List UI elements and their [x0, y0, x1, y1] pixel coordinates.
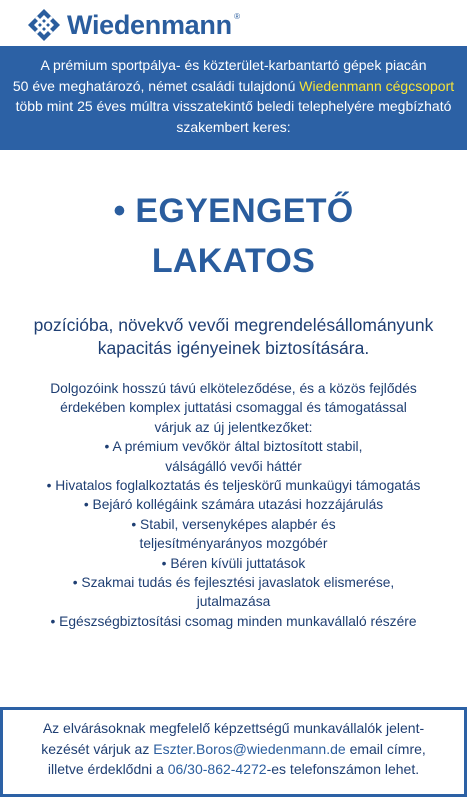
benefit-item: • Egészségbiztosítási csomag minden munkavállaló részére [50, 613, 417, 629]
contact-box [0, 707, 467, 797]
offer-intro-line: Dolgozóink hosszú távú elköteleződése, és a közös fejlődés [50, 381, 417, 396]
offer-intro-line: várjuk az új jelentkezőket: [154, 419, 313, 435]
benefit-item: • Stabil, versenyképes alapbér és [131, 516, 336, 532]
company-highlight: Wiedenmann cégcsoport [299, 77, 455, 94]
lead-text [0, 314, 467, 360]
offer-intro-line: érdekében komplex juttatási csomaggal és támogatással [60, 400, 407, 416]
benefit-item: • A prémium vevőkör által biztosított stabil, [104, 439, 363, 455]
lead-line: pozícióba, növekvő vevői megrendelésállományunk [33, 315, 434, 335]
wiedenmann-logo [27, 8, 240, 42]
intro-text-2: 50 éve meghatározó, német családi tulajdonú [12, 77, 300, 94]
benefit-item: • Szakmai tudás és fejlesztési javaslatok elismerése, [72, 575, 395, 591]
email-link[interactable]: Eszter.Boros@wiedenmann.de [153, 740, 346, 757]
benefit-item-cont: jutalmazása [196, 594, 271, 610]
intro-text-3: több mint 25 éves múltra visszatekintő beledi telephelyére megbízható szakembert keres: [15, 98, 452, 135]
contact-line: kezését várjuk az Eszter.Boros@wiedenmann.de email címre, [41, 740, 426, 757]
lead-line: kapacitás igényeinek biztosítására. [97, 338, 370, 358]
contact-line: illetve érdeklődni a 06/30-862-4272-es telefonszámon lehet. [47, 761, 420, 777]
benefit-item: • Bejáró kollégáink számára utazási hozzájárulás [83, 497, 384, 513]
position-title-line2: LAKATOS [151, 242, 316, 280]
offer-section [0, 379, 467, 631]
benefit-item: • Béren kívüli juttatások [161, 555, 306, 571]
brand-name: Wiedenmann ® [67, 9, 240, 40]
position-title-line1: • EGYENGETŐ [113, 192, 354, 230]
phone-number[interactable]: 06/30-862-4272 [167, 761, 267, 777]
wiedenmann-diamond-logo-icon [27, 8, 61, 42]
benefit-item-cont: teljesítményarányos mozgóbér [139, 536, 328, 552]
intro-banner [0, 46, 467, 150]
benefit-item-cont: válságálló vevői háttér [165, 458, 302, 474]
intro-text-1: A prémium sportpálya- és közterület-karbantartó gépek piacán [40, 57, 427, 73]
registered-mark: ® [234, 11, 240, 21]
contact-line: Az elvárásoknak megfelelő képzettségű munkavállalók jelent- [42, 720, 425, 736]
benefit-item: • Hivatalos foglalkoztatás és teljeskörű munkaügyi támogatás [46, 478, 421, 494]
